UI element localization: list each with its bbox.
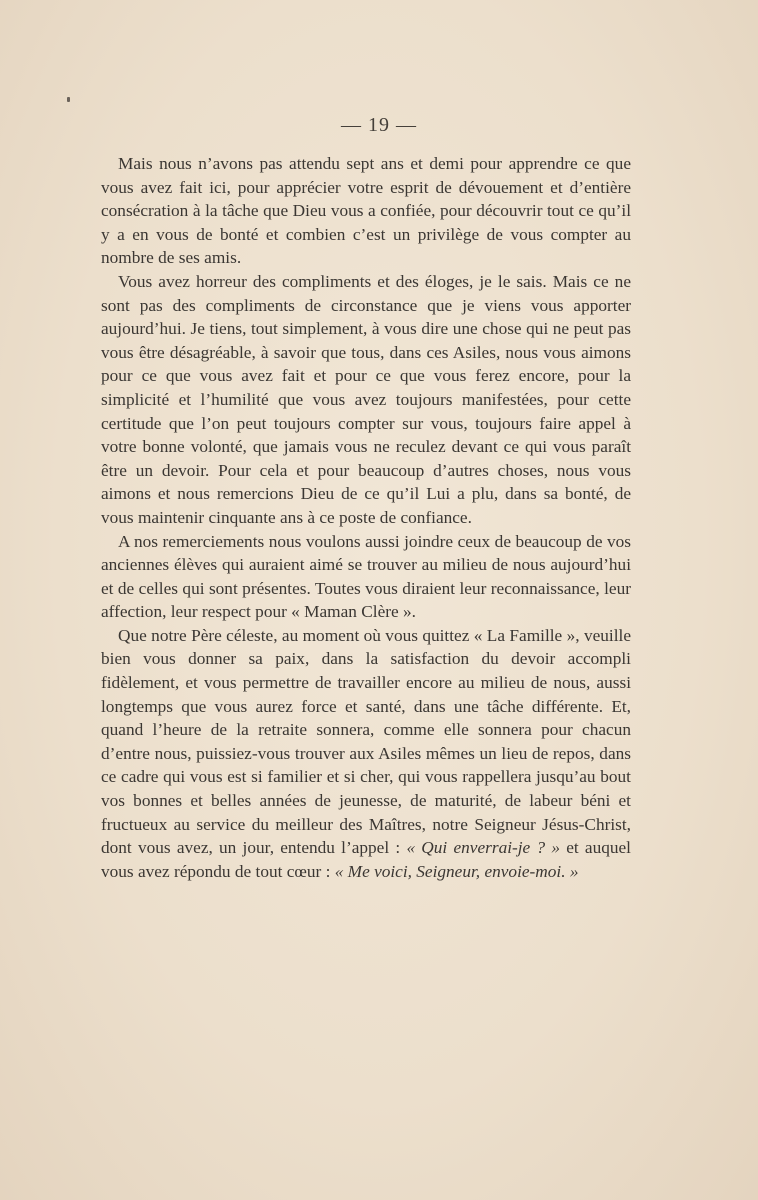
paragraph-4-text: Que notre Père céleste, au moment où vous quittez « La Famille », veuille bien vous donner sa paix, dans la satisfaction du devoir accompli fidèlement, et vous permettre de travailler encore au milieu de nous, aussi longtemps que vous aurez force et santé, dans une tâche différente. Et, quand l’heure de la retraite sonnera, comme elle sonnera pour chacun d’entre nous, puissiez-vous trouver aux Asiles mêmes un lieu de repos, dans ce cadre qui vous est si familier et si cher, qui vous rappellera jusqu’au bout vos bonnes et belles années de jeunesse, de maturité, de labeur béni et fructueux au service du meilleur des Maîtres, notre Seigneur Jésus-Christ, dont vous avez, un jour, entendu l’appel : — [101, 625, 631, 858]
paragraph-3: A nos remerciements nous voulons aussi joindre ceux de beaucoup de vos anciennes élèves qui auraient aimé se trouver au milieu de nous aujourd’hui et de celles qui sont présentes. Toutes vous diraient leur reconnaissance, leur affection, leur respect pour « Maman Clère ». — [101, 531, 631, 622]
page-body — [101, 152, 631, 883]
paragraph-2: Vous avez horreur des compliments et des éloges, je le sais. Mais ce ne sont pas des compliments de circonstance que je viens vous apporter aujourd’hui. Je tiens, tout simplement, à vous dire une chose qui ne peut pas vous être désagréable, à savoir que tous, dans ces Asiles, nous vous aimons pour ce que vous avez fait et pour ce que vous ferez encore, pour la simplicité et l’humilité que vous avez toujours manifestées, pour cette certitude que l’on peut toujours compter sur vous, toujours faire appel à votre bonne volonté, que jamais vous ne reculez devant ce qui vous paraît être un devoir. Pour cela et pour beaucoup d’autres choses, nous vous aimons et nous remercions Dieu de ce qu’il Lui a plu, dans sa bonté, de vous maintenir cinquante ans à ce poste de confiance. — [101, 271, 631, 527]
quote-me-voici: « Me voici, Seigneur, envoie-moi. » — [334, 861, 579, 881]
paragraph-4 — [101, 624, 631, 884]
quote-qui-enverrai: « Qui enverrai-je ? » — [406, 838, 560, 858]
page-number: — 19 — — [341, 114, 417, 136]
paragraph-1: Mais nous n’avons pas attendu sept ans et demi pour apprendre ce que vous avez fait ici, pour apprécier votre esprit de dévouement et d’entière consécration à la tâche que Dieu vous a confiée, pour découvrir tout ce qu’il y a en vous de bonté et combien c’est un privilège de vous compter au nombre de ses amis. — [101, 154, 631, 268]
page-mark — [67, 97, 70, 102]
paragraph-4-middle: et auquel vous avez répondu de tout cœur : — [101, 838, 631, 881]
